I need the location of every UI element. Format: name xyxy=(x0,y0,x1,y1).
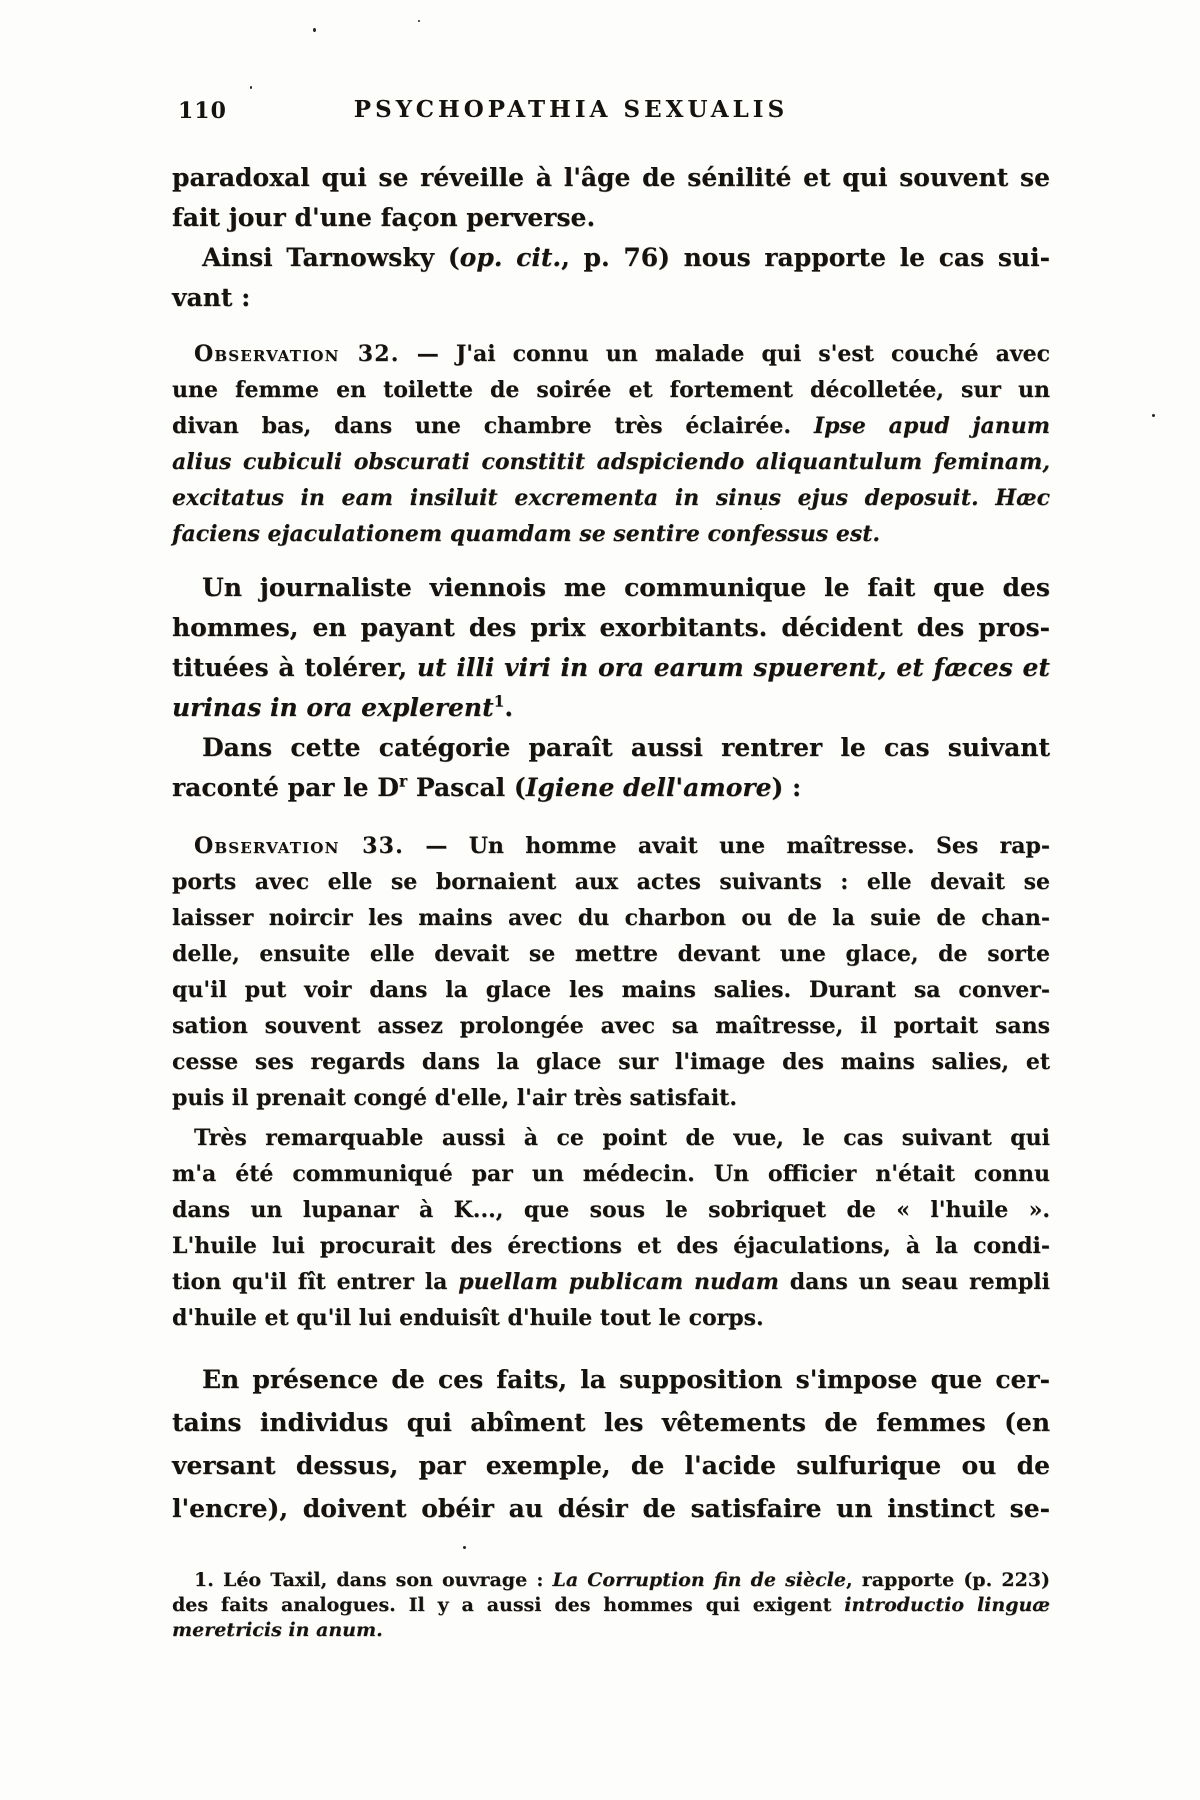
scan-speck xyxy=(1152,414,1155,417)
text-segment: des faits analogues. Il y a aussi des hommes qui exigent xyxy=(172,1594,845,1616)
paragraph-pascal xyxy=(172,728,1050,808)
text-line xyxy=(172,1228,1050,1264)
smallcaps-segment: Observation 32. xyxy=(194,341,400,367)
text-line xyxy=(172,516,1050,552)
text-line xyxy=(172,688,1050,728)
italic-segment: faciens ejaculationem quamdam se sentire confessus est. xyxy=(172,521,881,547)
text-segment: tituées à tolérer, xyxy=(172,653,417,682)
text-segment: — Un homme avait une maîtresse. Ses rap- xyxy=(403,833,1050,859)
scan-speck xyxy=(418,20,420,22)
text-segment: tion qu'il fît entrer la xyxy=(172,1269,459,1295)
text-segment: qu'il put voir dans la glace les mains salies. Durant sa conver- xyxy=(172,977,1050,1003)
text-line xyxy=(172,1593,1050,1618)
text-block xyxy=(172,96,1050,1643)
text-segment: , p. 76) nous rapporte le cas sui- xyxy=(561,243,1050,272)
text-line xyxy=(172,1008,1050,1044)
italic-segment: Igiene dell'amore xyxy=(525,773,772,802)
text-segment: l'encre), doivent obéir au désir de satisfaire un instinct se- xyxy=(172,1494,1050,1523)
text-segment: m'a été communiqué par un médecin. Un officier n'était connu xyxy=(172,1161,1050,1187)
running-title: PSYCHOPATHIA SEXUALIS xyxy=(353,96,789,123)
text-segment: hommes, en payant des prix exorbitants. décident des pros- xyxy=(172,613,1050,642)
text-line xyxy=(172,1120,1050,1156)
text-line xyxy=(172,1300,1050,1336)
italic-segment: urinas in ora explerent xyxy=(172,693,494,722)
text-line xyxy=(172,1044,1050,1080)
text-line xyxy=(172,900,1050,936)
observation-33 xyxy=(172,828,1050,1116)
text-segment: versant dessus, par exemple, de l'acide sulfurique ou de xyxy=(172,1451,1050,1480)
paragraph-tarnowsky xyxy=(172,238,1050,318)
text-line xyxy=(172,1401,1050,1444)
italic-segment: La Corruption fin de siècle xyxy=(552,1569,846,1591)
italic-segment: meretricis in anum. xyxy=(172,1619,383,1641)
text-segment: Pascal ( xyxy=(407,773,526,802)
text-segment: raconté par le D xyxy=(172,773,399,802)
text-line xyxy=(172,336,1050,372)
text-line xyxy=(172,1444,1050,1487)
observation-33-suite xyxy=(172,1120,1050,1336)
text-segment: divan bas, dans une chambre très éclairée. xyxy=(172,413,814,439)
text-line xyxy=(172,1618,1050,1643)
text-segment: delle, ensuite elle devait se mettre devant une glace, de sorte xyxy=(172,941,1050,967)
text-segment: d'huile et qu'il lui enduisît d'huile tout le corps. xyxy=(172,1305,764,1331)
text-segment: tains individus qui abîment les vêtements de femmes (en xyxy=(172,1408,1050,1437)
text-line xyxy=(172,1487,1050,1530)
text-segment: . xyxy=(504,693,514,722)
italic-segment: puellam publicam nudam xyxy=(458,1269,779,1295)
text-line xyxy=(172,158,1050,198)
text-segment: dans un lupanar à K..., que sous le sobriquet de « l'huile ». xyxy=(172,1197,1050,1223)
text-segment: — J'ai connu un malade qui s'est couché avec xyxy=(399,341,1050,367)
scan-speck xyxy=(313,28,316,32)
italic-segment: Ipse apud janum xyxy=(813,413,1050,439)
text-line xyxy=(172,480,1050,516)
text-line xyxy=(172,1568,1050,1593)
text-line xyxy=(172,1264,1050,1300)
text-line xyxy=(172,198,1050,238)
text-segment: une femme en toilette de soirée et fortement décolletée, sur un xyxy=(172,377,1050,403)
text-line xyxy=(172,648,1050,688)
text-segment: paradoxal qui se réveille à l'âge de sénilité et qui souvent se xyxy=(172,163,1050,192)
text-segment: laisser noircir les mains avec du charbon ou de la suie de chan- xyxy=(172,905,1050,931)
text-segment: Dans cette catégorie paraît aussi rentrer le cas suivant xyxy=(202,733,1050,762)
text-segment: Un journaliste viennois me communique le fait que des xyxy=(202,573,1050,602)
text-segment: Très remarquable aussi à ce point de vue, le cas suivant qui xyxy=(194,1125,1050,1151)
text-line xyxy=(172,372,1050,408)
text-line xyxy=(172,728,1050,768)
page-number: 110 xyxy=(178,98,227,124)
text-line xyxy=(172,238,1050,278)
text-segment: sation souvent assez prolongée avec sa maîtresse, il portait sans xyxy=(172,1013,1050,1039)
text-line xyxy=(172,768,1050,808)
text-line xyxy=(172,1358,1050,1401)
paragraph-journaliste xyxy=(172,568,1050,728)
footnote-reference: 1 xyxy=(493,691,505,711)
text-line xyxy=(172,568,1050,608)
text-line xyxy=(172,608,1050,648)
text-line xyxy=(172,278,1050,318)
text-segment: En présence de ces faits, la supposition s'impose que cer- xyxy=(202,1365,1050,1394)
text-segment: ports avec elle se bornaient aux actes suivants : elle devait se xyxy=(172,869,1050,895)
text-line xyxy=(172,444,1050,480)
text-line xyxy=(172,828,1050,864)
text-line xyxy=(172,1192,1050,1228)
text-segment: Ainsi Tarnowsky ( xyxy=(202,243,460,272)
text-segment: vant : xyxy=(172,283,251,312)
text-segment: L'huile lui procurait des érections et des éjaculations, à la condi- xyxy=(172,1233,1050,1259)
text-segment: cesse ses regards dans la glace sur l'image des mains salies, et xyxy=(172,1049,1050,1075)
text-line xyxy=(172,972,1050,1008)
paragraph-conclusion xyxy=(172,1358,1050,1530)
text-line xyxy=(172,864,1050,900)
text-line xyxy=(172,408,1050,444)
observation-32 xyxy=(172,336,1050,552)
italic-segment: excitatus in eam insiluit excrementa in sinus ejus deposuit. Hæc xyxy=(172,485,1050,511)
text-segment: ) : xyxy=(771,773,802,802)
smallcaps-segment: Observation 33. xyxy=(194,833,404,859)
text-line xyxy=(172,1080,1050,1116)
footnote xyxy=(172,1568,1050,1643)
superscript-segment: r xyxy=(398,771,408,791)
text-segment: puis il prenait congé d'elle, l'air très satisfait. xyxy=(172,1085,737,1111)
text-segment: 1. Léo Taxil, dans son ouvrage : xyxy=(194,1569,553,1591)
text-line xyxy=(172,1156,1050,1192)
text-segment: dans un seau rempli xyxy=(778,1269,1050,1295)
scan-speck xyxy=(250,86,252,89)
italic-segment: introductio linguæ xyxy=(844,1594,1050,1616)
italic-segment: ut illi viri in ora earum spuerent, et fæces et xyxy=(416,653,1050,682)
text-segment: , rapporte (p. 223) xyxy=(845,1569,1050,1591)
italic-segment: op. cit. xyxy=(459,243,562,272)
text-line xyxy=(172,936,1050,972)
italic-segment: alius cubiculi obscurati constitit adspiciendo aliquantulum feminam, xyxy=(172,449,1050,475)
paragraph-continuation xyxy=(172,158,1050,238)
text-segment: fait jour d'une façon perverse. xyxy=(172,203,596,232)
page-header xyxy=(172,96,1050,128)
